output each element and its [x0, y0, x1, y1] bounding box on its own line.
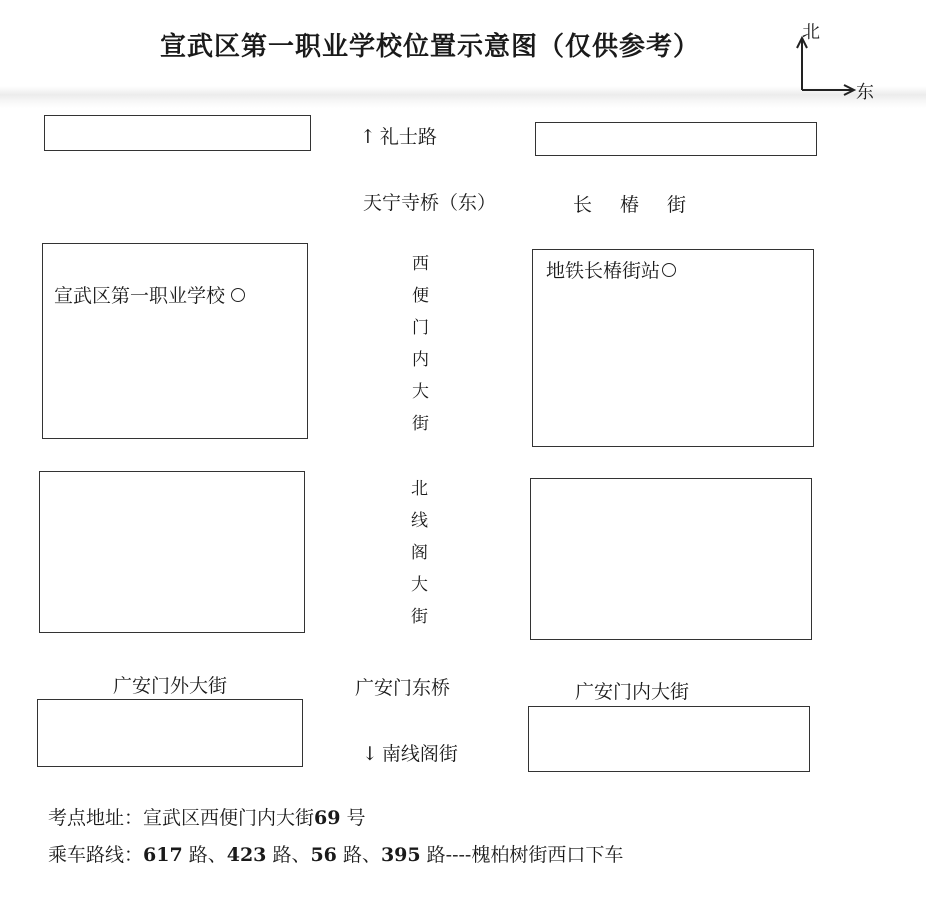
street-beixiange: 北 线 阁 大 街	[411, 479, 428, 627]
street-xibianmen-nei: 西 便 门 内 大 街	[412, 254, 429, 434]
block-southwest-bottom	[37, 699, 303, 767]
bridge-guanganmen-east: 广安门东桥	[355, 677, 451, 699]
map-title: 宣武区第一职业学校位置示意图（仅供参考）	[160, 32, 701, 62]
street-guanganmen-nei: 广安门内大街	[575, 681, 690, 703]
street-nanxiange: ↓ 南线阁街	[362, 743, 458, 765]
arrow-south-icon: ↓	[362, 743, 378, 765]
subway-marker-icon	[662, 263, 676, 277]
block-southeast-bottom	[528, 706, 810, 772]
paper-fold-shadow	[0, 86, 926, 108]
place-subway-station: 地铁长椿街站	[546, 256, 676, 283]
street-changchun: 长 椿 街	[573, 194, 687, 216]
place-school: 宣武区第一职业学校	[54, 281, 245, 308]
street-lishi-road: ↑ 礼士路	[360, 122, 437, 149]
block-northwest-top	[44, 115, 311, 151]
bus-routes: 乘车路线：617 路、423 路、56 路、395 路----槐柏树街西口下车	[48, 844, 624, 866]
arrow-north-icon	[360, 126, 380, 148]
compass-east-label: 东	[856, 82, 874, 103]
compass-rose	[790, 18, 890, 108]
block-northeast-top	[535, 122, 817, 156]
exam-address: 考点地址：宣武区西便门内大街69 号	[48, 807, 366, 829]
block-southwest	[39, 471, 305, 633]
compass-north-label: 北	[802, 22, 820, 43]
school-marker-icon	[231, 288, 245, 302]
block-southeast	[530, 478, 812, 640]
bridge-tianningsi: 天宁寺桥（东）	[363, 192, 497, 214]
block-school	[42, 243, 308, 439]
street-guanganmen-wai: 广安门外大街	[113, 675, 228, 697]
